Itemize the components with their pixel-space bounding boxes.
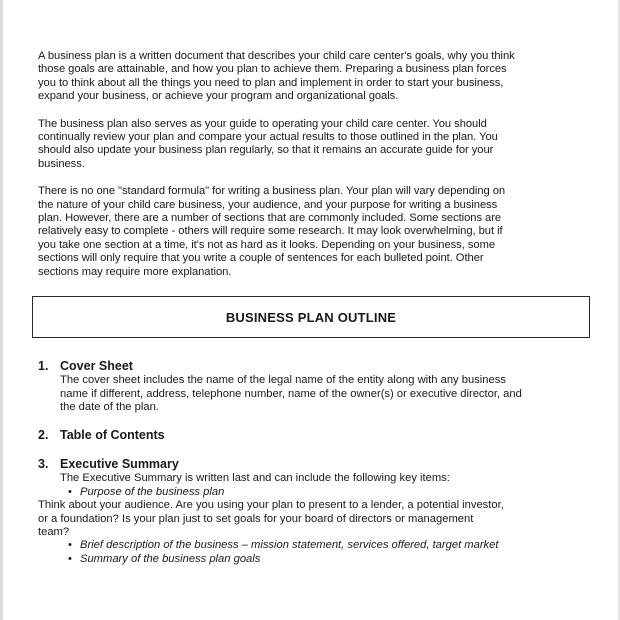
intro-paragraph-2: The business plan also serves as your guide to operating your child care center. You should continually review your plan and compare your actual results to those outlined in the plan. You should also update your business plan regularly, so that it remains an accurate guide for your business. bbox=[38, 117, 498, 170]
section-title: Table of Contents bbox=[60, 428, 165, 443]
section-executive-summary bbox=[38, 457, 586, 566]
bullet-item bbox=[60, 486, 586, 499]
bullet-text: Summary of the business plan goals bbox=[80, 552, 261, 565]
section-cover-sheet bbox=[38, 359, 586, 414]
intro-paragraph-3: There is no one "standard formula" for writing a business plan. Your plan will vary depending on the nature of your child care business, your audience, and your purpose for writing a business plan. However, there are a number of sections that are commonly included. Some sections are relatively easy to complete - others will require some research. It may look overwhelming, but if you take one section at a time, it's not as hard as it looks. Depending on your business, some sections will only require that you write a couple of sentences for each bulleted point. Other sections may require more explanation. bbox=[38, 185, 506, 278]
section-text: Think about your audience. Are you using your plan to present to a lender, a potential investor, or a foundation? Is your plan just to set goals for your board of directors or management team? bbox=[38, 499, 504, 538]
bullet-glyph: • bbox=[68, 552, 72, 565]
section-number: 2. bbox=[38, 428, 49, 443]
outline-sections bbox=[38, 359, 586, 566]
bullet-glyph: • bbox=[68, 539, 72, 552]
outline-title-box bbox=[32, 296, 590, 338]
bullet-text: Brief description of the business – mission statement, services offered, target market bbox=[80, 539, 499, 552]
section-heading bbox=[38, 359, 586, 374]
bullet-item bbox=[60, 553, 586, 566]
page-left-edge bbox=[0, 0, 3, 620]
document-page bbox=[38, 50, 586, 580]
bullet-text: Purpose of the business plan bbox=[80, 485, 225, 498]
section-number: 3. bbox=[38, 457, 49, 472]
section-body: The cover sheet includes the name of the legal name of the entity along with any business name if different, address, telephone number, name of the owner(s) or executive director, and the date of the plan. bbox=[60, 374, 522, 413]
section-heading bbox=[38, 428, 586, 443]
bullet-glyph: • bbox=[68, 485, 72, 498]
intro-paragraph-1: A business plan is a written document that describes your child care center's goals, why you think those goals are attainable, and how you plan to achieve them. Preparing a business plan forces you to think about all the things you need to plan and implement in order to start your business, expand your business, or achieve your program and organizational goals. bbox=[38, 50, 515, 103]
outline-title: BUSINESS PLAN OUTLINE bbox=[225, 309, 397, 325]
section-table-of-contents bbox=[38, 428, 586, 443]
section-intro: The Executive Summary is written last and can include the following key items: bbox=[60, 472, 450, 485]
section-title: Executive Summary bbox=[60, 457, 179, 472]
section-title: Cover Sheet bbox=[60, 359, 133, 374]
section-heading bbox=[38, 457, 586, 472]
section-number: 1. bbox=[38, 359, 49, 374]
bullet-item bbox=[60, 539, 586, 552]
